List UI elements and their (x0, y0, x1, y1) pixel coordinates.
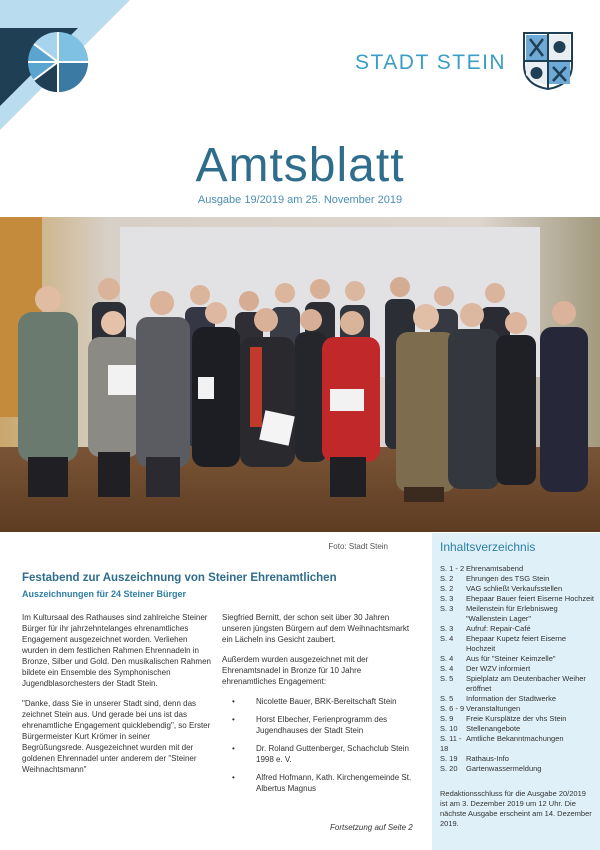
toc-item[interactable] (440, 734, 596, 754)
toc-item[interactable] (440, 764, 596, 774)
toc-text: Amtliche Bekanntmachungen (466, 734, 564, 743)
article-column-1 (22, 612, 212, 784)
toc-text: VAG schließt Verkaufsstellen (466, 584, 563, 593)
group-photo (0, 217, 600, 532)
article-headline: Festabend zur Auszeichnung von Steiner Ehrenamtlichen (22, 572, 337, 584)
toc-item[interactable] (440, 674, 596, 694)
toc-page: S. 3 (440, 604, 454, 613)
toc-list (440, 564, 596, 774)
article-column-2 (222, 612, 412, 801)
toc-page: S. 9 (440, 714, 454, 723)
continued-link[interactable]: Fortsetzung auf Seite 2 (330, 823, 413, 832)
toc-page: S. 4 (440, 634, 454, 643)
toc-item[interactable] (440, 714, 596, 724)
article-subheadline: Auszeichnungen für 24 Steiner Bürger (22, 589, 187, 599)
toc-item[interactable] (440, 654, 596, 664)
toc-title: Inhaltsverzeichnis (440, 540, 536, 554)
city-name: STADT STEIN (355, 51, 507, 74)
city-logo (0, 0, 130, 130)
toc-page: S. 1 - 2 (440, 564, 465, 573)
honoree-list (222, 696, 412, 794)
toc-text: Stellenangebote (466, 724, 521, 733)
article-paragraph: Siegfried Bernitt, der schon seit über 30 Jahren unseren jüngsten Bürgern auf dem Weihnachtsmarkt ein Lächeln ins Gesicht zaubert. (222, 613, 410, 644)
toc-text: Der WZV informiert (466, 664, 531, 673)
toc-editorial-deadline: Redaktionsschluss für die Ausgabe 20/2019 ist am 3. Dezember 2019 um 12 Uhr. Die nächste Ausgabe erscheint am 14. Dezember 2019. (440, 789, 592, 828)
toc-item[interactable] (440, 754, 596, 764)
toc-text: Ehrenamtsabend (466, 564, 524, 573)
article-paragraph: Im Kultursaal des Rathauses sind zahlreiche Steiner Bürger für ihr jahrzehntelanges ehrenamtliches Engagement ausgezeichnet worden. Verliehen wurden in dem festlichen Rahmen Ehrennadeln in Bronze, Silber und Gold. Den musikalischen Rahmen bildete ein Ensemble des Symphonischen Jugendblasorchesters der Stadt Stein. (22, 613, 211, 688)
toc-text: Information der Stadtwerke (466, 694, 557, 703)
toc-text: Ehepaar Bauer feiert Eiserne Hochzeit (466, 594, 594, 603)
toc-item[interactable] (440, 604, 596, 624)
honoree-item: • Nicolette Bauer, BRK-Bereitschaft Stein (232, 696, 412, 707)
coat-of-arms-icon (522, 31, 574, 91)
toc-text: Spielplatz am Deutenbacher Weiher eröffnet (466, 674, 586, 693)
toc-page: S. 2 (440, 574, 454, 583)
toc-page: S. 19 (440, 754, 458, 763)
toc-page: S. 11 - 18 (440, 734, 462, 753)
toc-page: S. 6 - 9 (440, 704, 465, 713)
honoree-item: • Horst Elbecher, Ferienprogramm des Jugendhauses der Stadt Stein (232, 714, 412, 736)
toc-page: S. 3 (440, 624, 454, 633)
article-paragraph: "Danke, dass Sie in unserer Stadt sind, denn das zeichnet Stein aus. Und gerade bei uns ist das ehrenamtliche Engagement quicklebendig", so Erster Bürgermeister Kurt Krömer in seiner Begrüßungsrede. Ausgezeichnet wurden mit der goldenen Ehrennadel unter anderem der "Steiner Weihnachtsmann" (22, 699, 211, 774)
toc-item[interactable] (440, 594, 596, 604)
toc-text: Rathaus-Info (466, 754, 509, 763)
toc-text: Aus für "Steiner Keimzelle" (466, 654, 556, 663)
toc-text: Meilenstein für Erlebnisweg "Wallenstein Lager" (466, 604, 558, 623)
toc-page: S. 10 (440, 724, 458, 733)
toc-item[interactable] (440, 574, 596, 584)
toc-item[interactable] (440, 694, 596, 704)
toc-item[interactable] (440, 584, 596, 594)
toc-page: S. 5 (440, 674, 454, 683)
issue-date: Ausgabe 19/2019 am 25. November 2019 (197, 194, 403, 206)
toc-text: Veranstaltungen (466, 704, 521, 713)
toc-page: S. 2 (440, 584, 454, 593)
toc-text: Ehepaar Kupetz feiert Eiserne Hochzeit (466, 634, 567, 653)
toc-item[interactable] (440, 704, 596, 714)
honoree-item: • Alfred Hofmann, Kath. Kirchengemeinde St. Albertus Magnus (232, 772, 412, 794)
toc-item[interactable] (440, 624, 596, 634)
publication-title: Amtsblatt (195, 139, 405, 192)
toc-item[interactable] (440, 664, 596, 674)
toc-page: S. 5 (440, 694, 454, 703)
article-paragraph: Außerdem wurden ausgezeichnet mit der Ehrenamtsnadel in Bronze für 10 Jahre ehrenamtliches Engagement: (222, 655, 369, 686)
toc-page: S. 3 (440, 594, 454, 603)
honoree-item: • Dr. Roland Guttenberger, Schachclub Stein 1998 e. V. (232, 743, 412, 765)
toc-item[interactable] (440, 724, 596, 734)
toc-item[interactable] (440, 564, 596, 574)
toc-item[interactable] (440, 634, 596, 654)
toc-page: S. 4 (440, 654, 454, 663)
photo-credit: Foto: Stadt Stein (328, 542, 388, 551)
toc-text: Ehrungen des TSG Stein (466, 574, 550, 583)
toc-text: Gartenwassermeldung (466, 764, 542, 773)
toc-text: Aufruf: Repair-Café (466, 624, 531, 633)
toc-page: S. 4 (440, 664, 454, 673)
toc-page: S. 20 (440, 764, 458, 773)
toc-text: Freie Kursplätze der vhs Stein (466, 714, 567, 723)
